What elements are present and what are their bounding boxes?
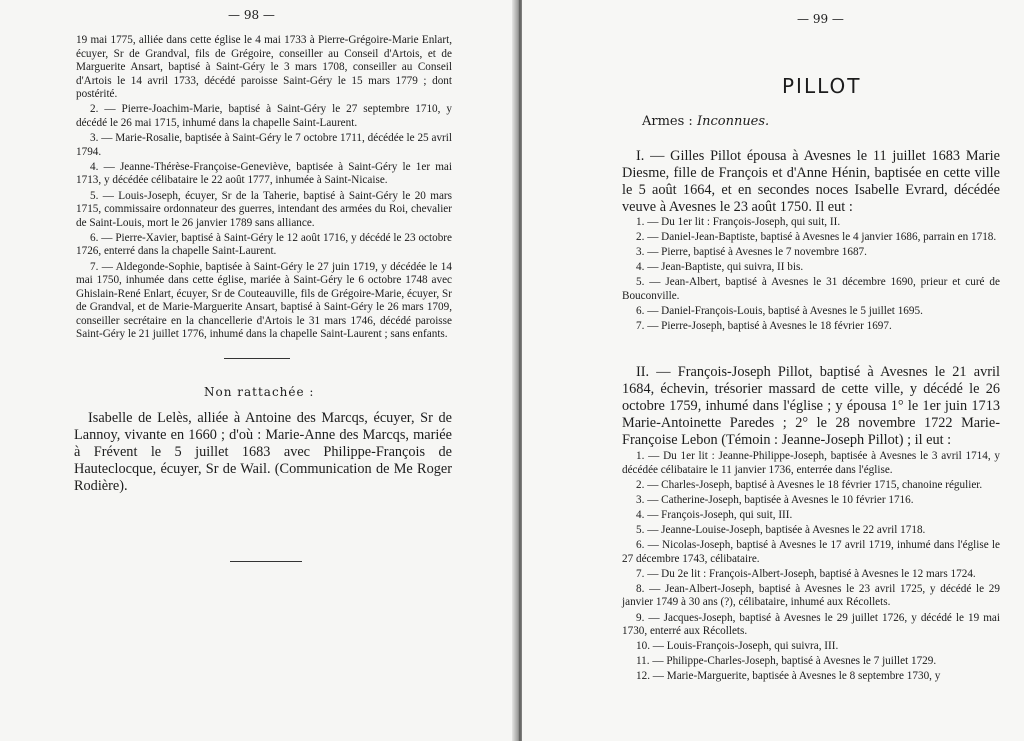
child-entry: 1. — Du 1er lit : François-Joseph, qui suit, II. xyxy=(636,216,841,228)
left-paragraph: 3. — Marie-Rosalie, baptisée à Saint-Géry le 7 octobre 1711, décédée le 25 avril 1794. xyxy=(76,132,452,158)
gen2-children xyxy=(622,450,1000,686)
child-entry: 5. — Jean-Albert, baptisé à Avesnes le 31 décembre 1690, prieur et curé de Bouconville. xyxy=(622,276,1000,302)
left-paragraph: 6. — Pierre-Xavier, baptisé à Saint-Géry le 12 août 1716, y décédé le 23 octobre 1726, enterré dans la chapelle Saint-Laurent. xyxy=(76,231,452,258)
child-entry: 2. — Daniel-Jean-Baptiste, baptisé à Avesnes le 4 janvier 1686, parrain en 1718. xyxy=(636,231,997,244)
child-entry: 12. — Marie-Marguerite, baptisée à Avesnes le 8 septembre 1730, y xyxy=(636,670,941,683)
generation-2 xyxy=(622,364,1000,449)
generation-1 xyxy=(622,148,1000,216)
section-heading: Non rattachée : xyxy=(204,385,315,399)
child-entry: 3. — Pierre, baptisé à Avesnes le 7 novembre 1687. xyxy=(636,246,867,259)
child-entry: 6. — Daniel-François-Louis, baptisé à Avesnes le 5 juillet 1695. xyxy=(636,305,923,318)
left-paragraph: 2. — Pierre-Joachim-Marie, baptisé à Saint-Géry le 27 septembre 1710, y décédé le 26 mai 1715, inhumé dans la chapelle Saint-Laurent. xyxy=(76,103,452,130)
gen1-text: I. — Gilles Pillot épousa à Avesnes le 11 juillet 1683 Marie Diesme, fille de François et d'Anne Hénin, baptisée en cette ville le 5 août 1664, et en secondes noces Isabelle Evrard, décédée veuve à Avesnes le 23 août 1750. Il eut : xyxy=(622,148,1000,215)
child-entry: 1. — Du 1er lit : Jeanne-Philippe-Joseph, baptisée à Avesnes le 3 avril 1714, y décédée célibataire le 11 janvier 1736, enterrée dans l'église. xyxy=(622,450,1000,476)
child-entry: 7. — Du 2e lit : François-Albert-Joseph, baptisé à Avesnes le 12 mars 1724. xyxy=(636,567,976,580)
right-page xyxy=(522,0,1024,741)
gen2-text: II. — François-Joseph Pillot, baptisé à Avesnes le 21 avril 1684, échevin, trésorier massard de cette ville, y décédé le 26 octobre 1759, inhumé dans l'église ; y épousa 1° le 1er juin 1713 Marie-Antoinette Paredes ; 2° le 28 novembre 1722 Marie-Françoise Lebon (Témoin : Jeanne-Joseph Pillot) ; il eut : xyxy=(622,364,1000,448)
child-entry: 4. — François-Joseph, qui suit, III. xyxy=(636,508,793,521)
child-entry: 9. — Jacques-Joseph, baptisé à Avesnes le 29 juillet 1726, y décédé le 19 mai 1730, enterré aux Récollets. xyxy=(622,611,1000,638)
left-page-number: — 98 — xyxy=(228,8,275,22)
non-rattachee-text: Isabelle de Lelès, alliée à Antoine des Marcqs, écuyer, Sr de Lannoy, vivante en 1660 ; d'où : Marie-Anne des Marcqs, mariée à Frévent le 5 juillet 1683 avec Philippe-François de Hauteclocque, écuyer, Sr de Wail. (Communication de Me Roger Rodière). xyxy=(74,410,452,494)
child-entry: 2. — Charles-Joseph, baptisé à Avesnes le 18 février 1715, chanoine régulier. xyxy=(636,478,983,491)
left-entries xyxy=(76,34,452,344)
left-paragraph: 7. — Aldegonde-Sophie, baptisée à Saint-Géry le 27 juin 1719, y décédée le 14 mai 1750, inhumée dans cette église, mariée à Saint-Géry le 6 octobre 1748 avec Ghislain-René Enlart, écuyer, Sr de Couteauville, fils de Grégoire-Marie, écuyer, Sr de Grandval, et de Marie-Marguerite Ansart, baptisé à Saint-Géry le 26 mars 1709, conseiller secrétaire en la chancellerie d'Artois le 31 mars 1746, décédé paroisse Saint-Géry le 21 juillet 1776, inhumé dans la chapelle Saint-Laurent ; sans enfants. xyxy=(76,260,452,341)
family-title: PILLOT xyxy=(782,74,862,98)
child-entry: 5. — Jeanne-Louise-Joseph, baptisée à Avesnes le 22 avril 1718. xyxy=(636,523,926,536)
end-divider xyxy=(230,561,302,562)
gen1-children xyxy=(622,216,1000,335)
left-paragraph: 5. — Louis-Joseph, écuyer, Sr de la Taherie, baptisé à Saint-Géry le 20 mars 1715, commissaire ordonnateur des guerres, intendant des armées du Roi, chevalier de Saint-Louis, mort le 26 janvier 1789 sans alliance. xyxy=(76,189,452,229)
section-divider xyxy=(224,358,290,359)
child-entry: 4. — Jean-Baptiste, qui suivra, II bis. xyxy=(636,261,804,274)
left-paragraph: 19 mai 1775, alliée dans cette église le 4 mai 1733 à Pierre-Grégoire-Marie Enlart, écuyer, Sr de Grandval, fils de Grégoire, conseiller au Conseil d'Artois, et de Marguerite Ansart, baptisé à Saint-Géry le 3 mars 1708, conseiller au Conseil d'Artois le 14 avril 1733, décédé paroisse Saint-Géry le 15 mars 1779 ; dont postérité. xyxy=(76,34,452,101)
child-entry: 6. — Nicolas-Joseph, baptisé à Avesnes le 17 avril 1719, inhumé dans l'église le 27 décembre 1743, célibataire. xyxy=(622,539,1000,565)
armes-line xyxy=(642,114,769,129)
child-entry: 10. — Louis-François-Joseph, qui suivra, III. xyxy=(636,640,839,653)
child-entry: 8. — Jean-Albert-Joseph, baptisé à Avesnes le 23 avril 1725, y décédé le 29 janvier 1749 à 30 ans (?), célibataire, inhumé aux Récollets. xyxy=(622,582,1000,609)
section-text xyxy=(74,410,452,495)
child-entry: 7. — Pierre-Joseph, baptisé à Avesnes le 18 février 1697. xyxy=(636,320,892,333)
armes-label: Armes : xyxy=(642,114,693,129)
armes-value: Inconnues. xyxy=(696,114,770,129)
right-page-number: — 99 — xyxy=(797,12,844,26)
child-entry: 3. — Catherine-Joseph, baptisée à Avesnes le 10 février 1716. xyxy=(636,493,914,506)
left-paragraph: 4. — Jeanne-Thérèse-Françoise-Geneviève, baptisée à Saint-Géry le 1er mai 1713, y décédée célibataire le 22 août 1777, inhumée à Saint-Nicaise. xyxy=(76,160,452,187)
child-entry: 11. — Philippe-Charles-Joseph, baptisé à Avesnes le 7 juillet 1729. xyxy=(636,655,937,668)
